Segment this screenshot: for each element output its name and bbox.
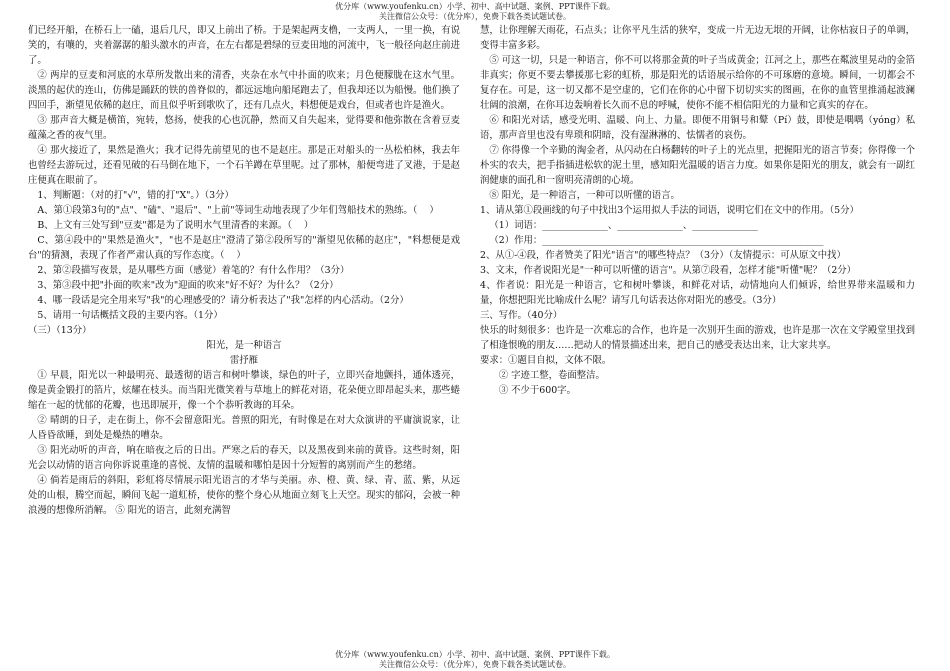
article-paragraph-3: ③ 阳光动听的声音，响在暗夜之后的日出。严寒之后的春天，以及黑夜到来前的黄昏。这些时刻，阳光会以动情的语言向你诉说重逢的喜悦、友情的温暖和哪怕是因十分短暂的离别而产生的愁绪。 <box>28 445 460 471</box>
article-title: 阳光，是一种语言 <box>206 340 282 351</box>
question-4: 4、哪一段话是完全用来写"我"的心理感受的？请分析表达了"我"怎样的内心活动。（2分） <box>37 295 409 306</box>
question-5: 5、请用一句话概括文段的主要内容。（1分） <box>37 310 223 321</box>
writing-heading: 三、写作。（40分） <box>480 310 563 321</box>
question-3: 3、第③段中把"扑面的吹来"改为"迎面的吹来"好不好？为什么？（2分） <box>37 280 339 291</box>
option-b: B、上文有三处写到"豆麦"都是为了说明水气里清香的来源。（ ） <box>37 220 314 231</box>
reading-question-3: 3、文末，作者说阳光是"一种可以听懂的语言"。从第⑦段看，怎样才能"听懂"呢？（2分） <box>480 265 857 276</box>
option-c: C、第④段中的"果然是渔火"，"也不是赵庄"澄清了第②段所写的"渐望见依稀的赵庄"，"料想便是戏台"的猜测，表现了作者严肃认真的写作态度。（ ） <box>28 235 460 261</box>
paragraph-3: ③ 那声音大概是横笛，宛转，悠扬，使我的心也沉静，然而又自失起来，觉得要和他弥散在含着豆麦蕴藻之香的夜气里。 <box>28 115 460 141</box>
article-author: 雷抒雁 <box>229 355 259 366</box>
writing-prompt: 快乐的时刻很多：也许是一次难忘的合作，也许是一次别开生面的游戏，也许是那一次在文学殿堂里找到了相逢恨晚的朋友……把动人的情景描述出来，把自己的感受表达出来，让大家共享。 <box>480 325 915 351</box>
footer-line-2: 关注微信公众号：（优分库），免费下载各类试题试卷。 <box>379 660 571 669</box>
header-line-1: 优分库（www.youfenku.cn）小学、初中、高中试题、案例、PPT课件下载。 <box>335 2 615 11</box>
section-three-heading: （三）（13分） <box>28 325 92 336</box>
paragraph-4: ④ 那火接近了，果然是渔火；我才记得先前望见的也不是赵庄。那是正对船头的一丛松柏林，我去年也曾经去游玩过，还看见破的石马倒在地下，一个石羊蹲在草里呢。过了那林，船便弯进了叉港，于是赵庄便真在眼前了。 <box>28 145 460 186</box>
question-2: 2、第②段描写夜景，是从哪些方面（感觉）着笔的？有什么作用？（3分） <box>37 265 350 276</box>
requirement-1: 要求：①题目自拟，文体不限。 <box>480 355 612 366</box>
paragraph-2: ② 两岸的豆麦和河底的水草所发散出来的清香，夹杂在水气中扑面的吹来；月色便朦胧在这水气里。淡黑的起伏的连山，仿佛是踊跃的铁的兽脊似的，都远远地向船尾跑去了，但我却还以为船慢。他们换了四回手，渐望见依稀的赵庄，而且似乎听到歌吹了，还有几点火，料想便是戏台，但或者也许是渔火。 <box>28 70 460 111</box>
option-a: A、第①段第3句的"点"、"磕"、"退后"、"上前"等词生动地表现了少年们驾船技术的熟练。（ ） <box>37 205 439 216</box>
article-paragraph-2: ② 晴朗的日子，走在街上，你不会留意阳光。普照的阳光，有时像是在对大众演讲的平庸演说家，让人昏昏欲睡，到处是燥热的嘈杂。 <box>28 415 460 441</box>
reading-question-2: 2、从①-④段，作者赞美了阳光"语言"的哪些特点？（3分）（友情提示：可从原文中找） <box>480 250 846 261</box>
article-paragraph-7: ⑦ 你得像一个辛勤的淘金者，从闪动在白杨翻转的叶子上的光点里，把握阳光的语言节奏；你得像一个朴实的农夫，把手指插进松软的泥土里，感知阳光温暖的语言力度。如果你是阳光的朋友，就会有一副红润健康的面孔和一窗明亮清朗的心境。 <box>480 145 915 186</box>
article-paragraph-4: ④ 倘若是雨后的斜阳，彩虹将尽情展示阳光语言的才华与美丽。赤、橙、黄、绿、青、蓝、紫，从远处的山根，腾空而起，瞬间飞起一道虹桥，使你的整个身心从地面立刻飞上天空。现实的郁闷，会被一种浪漫的想像所消解。 ⑤ 阳光的语言，此刻充满智 <box>28 475 460 516</box>
reading-question-4: 4、作者说：阳光是一种语言，它和树叶攀谈，和鲜花对话，动情地向人们倾诉，给世界带来温暖和力量，你想把阳光比喻成什么呢？请写几句话表达你对阳光的感受。（3分） <box>480 280 915 306</box>
requirement-2: ② 字迹工整，卷面整洁。 <box>498 370 605 381</box>
answer-line-words: （1）词语：______________、______________、______________ <box>489 220 758 231</box>
footer-line-1: 优分库（www.youfenku.cn）小学、初中、高中试题、案例、PPT课件下载。 <box>335 650 615 659</box>
question-1: 1、判断题：（对的打"√"，错的打"Ⅹ"。）（3分） <box>37 190 234 201</box>
article-paragraph-8: ⑧ 阳光，是一种语言，一种可以听懂的语言。 <box>489 190 680 201</box>
article-paragraph-5: ⑤ 可这一切，只是一种语言，你不可以将那金黄的叶子当成黄金；江河之上，那些在粼波里晃动的金箔非真实；你更不要去攀援那七彩的虹桥，那是阳光的话语展示给你的不可琢磨的意境。瞬间，一切都会不复存在。可是，这一切又都不是空虚的，它们在你的心中留下切切实实的图画，在你的血管里推涌起波澜壮阔的浪潮，在你耳边轰响着长久而不息的呼喊，使你不能不相信阳光的力量和它真实的存在。 <box>480 55 915 111</box>
article-paragraph-6: ⑥ 和阳光对话，感受光明、温暖、向上、力量。即便不用铜号和鼙（Pí）鼓，即使是喁喁（yóng）私语，那声音里也没有卑琐和阴暗，没有湿淋淋的、怯懦者的哀伤。 <box>480 115 915 141</box>
answer-line-function: （2）作用：____________________________________________________________ <box>489 235 824 246</box>
article-paragraph-5-continuation: 慧，让你理解天雨花，石点头；让你平凡生活的狭窄，变成一片无边无垠的开阔，让你枯寂日子的单调，变得丰富多彩。 <box>480 25 915 51</box>
right-column <box>480 23 915 398</box>
reading-question-1: 1、请从第①段画线的句子中找出3个运用拟人手法的词语，说明它们在文中的作用。（5分） <box>480 205 859 216</box>
left-column <box>28 23 460 518</box>
page-footer <box>0 650 950 670</box>
header-line-2: 关注微信公众号：（优分库），免费下载各类试题试卷。 <box>379 12 571 21</box>
page-header <box>0 2 950 22</box>
paragraph-continuation: 们已经开船，在桥石上一磕，退后几尺，即又上前出了桥。于是架起两支橹，一支两人，一里一换，有说笑的，有嚷的，夹着潺潺的船头激水的声音，在左右都是碧绿的豆麦田地的河流中，飞一般径向赵庄前进了。 <box>28 25 460 66</box>
article-paragraph-1: ① 早晨，阳光以一种最明亮、最透彻的语言和树叶攀谈，绿色的叶子，立即兴奋地颤抖，通体透亮，像是黄金锻打的箔片，炫耀在枝头。而当阳光微笑着与草地上的鲜花对语，花朵便立即昂起头来，那些蜷缩在一起的忧郁的花瓣，也迅即展开，像一个个恭听教诲的耳朵。 <box>28 370 460 411</box>
requirement-3: ③ 不少于600字。 <box>498 385 576 396</box>
